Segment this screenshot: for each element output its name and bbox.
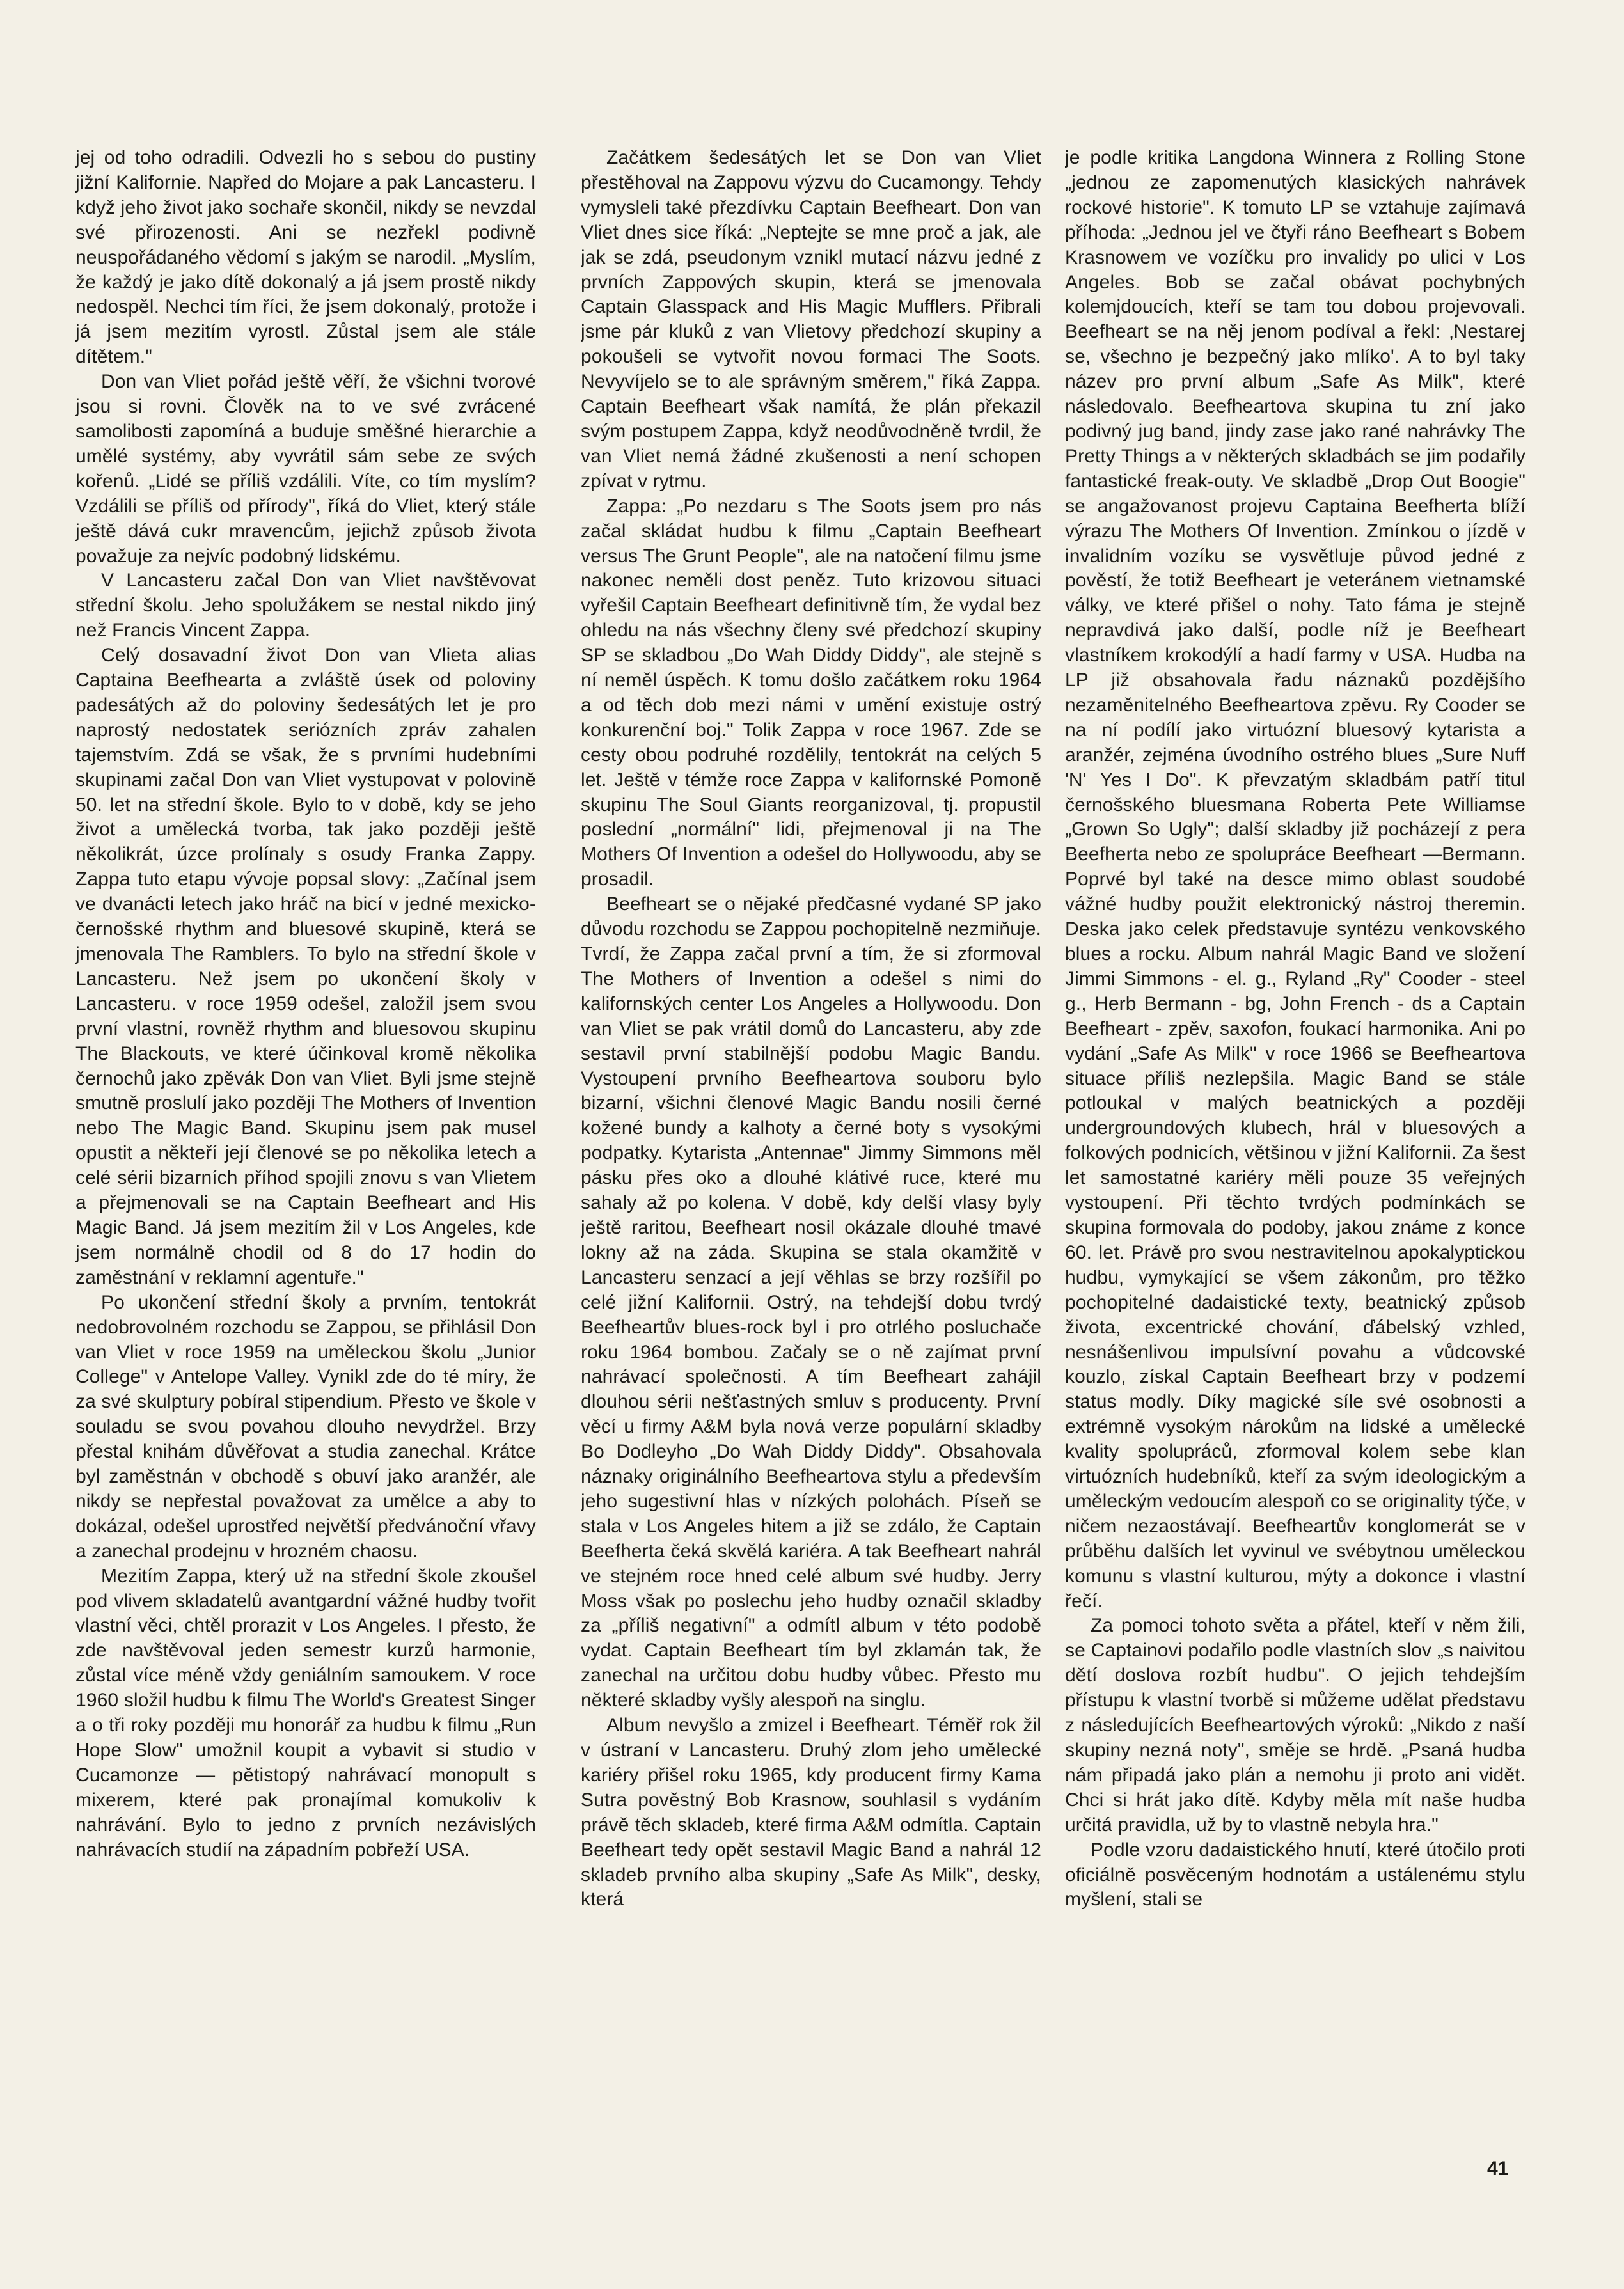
paragraph: Album nevyšlo a zmizel i Beefheart. Téměř rok žil v ústraní v Lancasteru. Druhý zlom jeho umělecké kariéry přišel roku 1965, kdy producent firmy Kama Sutra pověstný Bob Krasnow, souhlasil s vydáním právě těch skladeb, které firma A&M odmítla. Captain Beefheart tedy opět sestavil Magic Band a nahrál 12 skladeb prvního alba skupiny „Safe As Milk", desky, která bbox=[581, 1715, 1041, 1910]
page-number: 41 bbox=[1487, 2158, 1509, 2179]
paragraph: V Lancasteru začal Don van Vliet navštěvovat střední školu. Jeho spolužákem se nestal nikdo jiný než Francis Vincent Zappa. bbox=[75, 570, 536, 641]
paragraph: Za pomoci tohoto světa a přátel, kteří v něm žili, se Captainovi podařilo podle vlastních slov „s naivitou dětí doslova rozbít hudbu". O jejich tehdejším přístupu k vlastní tvorbě si můžeme udělat představu z následujících Beefheartových výroků: „Nikdo z naší skupiny nezná noty", směje se hrdě. „Psaná hudba nám připadá jako plán a nemohu ji proto ani vidět. Chci si hrát jako dítě. Kdyby měla mít naše hudba určitá pravidla, už by to vlastně nebyla hra." bbox=[1065, 1615, 1525, 1836]
paragraph: Mezitím Zappa, který už na střední škole zkoušel pod vlivem skladatelů avantgardní vážné hudby tvořit vlastní věci, chtěl prorazit v Los Angeles. I přesto, že zde navštěvoval jeden semestr kurzů harmonie, zůstal více méně vždy geniálním samoukem. V roce 1960 složil hudbu k filmu The World's Greatest Singer a o tři roky později mu honorář za hudbu k filmu „Run Hope Slow" umožnil koupit a vybavit si studio v Cucamonze — pětistopý nahrávací monopult s mixerem, které pak pronajímal komukoliv k nahrávání. Bylo to jedno z prvních nezávislých nahrávacích studií na západním pobřeží USA. bbox=[75, 1565, 536, 1860]
paragraph: je podle kritika Langdona Winnera z Rolling Stone „jednou ze zapomenutých klasických nahrávek rockové historie". K tomuto LP se vztahuje zajímavá příhoda: „Jednou jel ve čtyři ráno Beefheart s Bobem Krasnowem ve vozíčku pro invalidy po ulici v Los Angeles. Bob se začal obávat pochybných kolemjdoucích, kteří se tam tou dobou projevovali. Beefheart se na něj jenom podíval a řekl: ‚Nestarej se, všechno je bezpečný jako mlíko'. A to byl taky název pro první album „Safe As Milk", které následovalo. Beefheartova skupina tu zní jako podivný jug band, jindy zase jako rané nahrávky The Pretty Things a v některých skladbách se jim podařily fantastické freak-outy. Ve skladbě „Drop Out Boogie" se angažovanost projevu Captaina Beefherta blíží výrazu The Mothers Of Invention. Zmínkou o jízdě v invalidním vozíku se vysvětluje původ jedné z pověstí, že totiž Beefheart je veteránem vietnamské války, ve které přišel o nohy. Tato fáma je stejně nepravdivá jako další, podle níž je Beefheart vlastníkem krokodýlí a hadí farmy v USA. Hudba na LP již obsahovala řadu náznaků pozdějšího nezaměnitelného Beefheartova zpěvu. Ry Cooder se na ní podílí jako virtuózní bluesový kytarista a aranžér, zejména úvodního ostrého blues „Sure Nuff 'N' Yes I Do". K převzatým skladbám patří titul černošského bluesmana Roberta Pete Williamse „Grown So Ugly"; další skladby již pocházejí z pera Beefherta nebo ze spolupráce Beefheart —Bermann. Poprvé byl také na desce mimo oblast soudobé vážné hudby použit elektronický nástroj theremin. Deska jako celek představuje syntézu venkovského blues a rocku. Album nahrál Magic Band ve složení Jimmi Simmons - el. g., Ryland „Ry" Cooder - steel g., Herb Bermann - bg, John French - ds a Captain Beefheart - zpěv, saxofon, foukací harmonika. Ani po vydání „Safe As Milk" v roce 1966 se Beefheartova situace příliš nezlepšila. Magic Band se stále potloukal v malých beatnických a později undergroundových klubech, hrál v bluesových a folkových podnicích, většinou v jižní Kalifornii. Za šest let samostatné kariéry měli pouze 35 veřejných vystoupení. Při těchto tvrdých podmínkách se skupina formovala do podoby, jakou známe z konce 60. let. Právě pro svou nestravitelnou apokalyptickou hudbu, vymykající se všem zákonům, pro těžko pochopitelné dadaistické texty, beatnický způsob života, excentrické chování, ďábelský vzhled, nesnášenlivou impulsívní povahu a vůdcovské kouzlo, získal Captain Beefheart brzy v podzemí status modly. Díky magické síle své osobnosti a extrémně vysokým nárokům na lidské a umělecké kvality spolupráců, zformoval kolem sebe klan virtuózních hudebníků, kteří za svým ideologickým a uměleckým vedoucím alespoň co se originality týče, v ničem nezaostávají. Beefheartův konglomerát se v průběhu dalších let vyvinul ve svébytnou uměleckou komunu s vlastní kulturou, mýty a dokonce i vlastní řečí. bbox=[1065, 147, 1525, 1612]
paragraph: Začátkem šedesátých let se Don van Vliet přestěhoval na Zappovu výzvu do Cucamongy. Tehdy vymysleli také přezdívku Captain Beefheart. Don van Vliet dnes sice říká: „Neptejte se mne proč a jak, ale jak se zdá, pseudonym vznikl mutací názvu jedné z prvních Zappových skupin, která se jmenovala Captain Glasspack and His Magic Mufflers. Přibrali jsme pár kluků z van Vlietovy předchozí skupiny a pokoušeli se vytvořit novou formaci The Soots. Nevyvíjelo se to ale správným směrem," říká Zappa. Captain Beefheart však namítá, že plán překazil svým postupem Zappa, když neodůvodněně tvrdil, že van Vliet nemá žádné zkušenosti a není schopen zpívat v rytmu. bbox=[581, 147, 1041, 492]
paragraph: Celý dosavadní život Don van Vlieta alias Captaina Beefhearta a zvláště úsek od poloviny padesátých až do poloviny šedesátých let je pro naprostý nedostatek seriózních zpráv zahalen tajemstvím. Zdá se však, že s prvními hudebními skupinami začal Don van Vliet vystupovat v polovině 50. let na střední škole. Bylo to v době, kdy se jeho život a umělecká tvorba, tak jako později ještě několikrát, úzce prolínaly s osudy Franka Zappy. Zappa tuto etapu vývoje popsal slovy: „Začínal jsem ve dvanácti letech jako hráč na bicí v jedné mexicko-černošské rhythm and bluesové skupině, která se jmenovala The Ramblers. To bylo na střední škole v Lancasteru. Než jsem po ukončení školy v Lancasteru. v roce 1959 odešel, založil jsem svou první vlastní, rovněž rhythm and bluesovou skupinu The Blackouts, ve které účinkoval kromě několika černochů jako zpěvák Don van Vliet. Byli jsme stejně smutně proslulí jako později The Mothers of Invention nebo The Magic Band. Skupinu jsem pak musel opustit a někteří její členové se po několika letech a celé sérii bizarních příhod spojili znovu s van Vlietem a přejmenovali se na Captain Beefheart and His Magic Band. Já jsem mezitím žil v Los Angeles, kde jsem normálně chodil od 8 do 17 hodin do zaměstnání v reklamní agentuře." bbox=[75, 645, 536, 1288]
text-column-1 bbox=[75, 146, 536, 2135]
text-column-3 bbox=[1065, 146, 1525, 2135]
text-column-2 bbox=[581, 146, 1041, 2135]
paragraph: Zappa: „Po nezdaru s The Soots jsem pro nás začal skládat hudbu k filmu „Captain Beefheart versus The Grunt People", ale na natočení filmu jsme nakonec neměli dost peněz. Tuto krizovou situaci vyřešil Captain Beefheart definitivně tím, že vydal bez ohledu na nás všechny členy své předchozí skupiny SP se skladbou „Do Wah Diddy Diddy", ale stejně s ní neměl úspěch. K tomu došlo začátkem roku 1964 a od těch dob mezi námi v umění existuje ostrý konkurenční boj." Tolik Zappa v roce 1967. Zde se cesty obou podruhé rozdělily, tentokrát na celých 5 let. Ještě v témže roce Zappa v kalifornské Pomoně skupinu The Soul Giants reorganizoval, tj. propustil poslední „normální" lidi, přejmenoval ji na The Mothers Of Invention a odešel do Hollywoodu, aby se prosadil. bbox=[581, 495, 1041, 890]
paragraph: Don van Vliet pořád ještě věří, že všichni tvorové jsou si rovni. Člověk na to ve své zvrácené samolibosti zapomíná a buduje směšné hierarchie a umělé systémy, aby vyvrátil sám sebe ze svých kořenů. „Lidé se příliš vzdálili. Víte, co tím myslím? Vzdálili se příliš od přírody", říká do Vliet, který stále ještě dává cukr mravencům, jejichž způsob života považuje za nejvíc podobný lidskému. bbox=[75, 371, 536, 567]
paragraph: Po ukončení střední školy a prvním, tentokrát nedobrovolném rozchodu se Zappou, se přihlásil Don van Vliet v roce 1959 na uměleckou školu „Junior College" v Antelope Valley. Vynikl zde do té míry, že za své skulptury pobíral stipendium. Přesto ve škole v souladu se svou povahou dlouho nevydržel. Brzy přestal knihám důvěřovat a studia zanechal. Krátce byl zaměstnán v obchodě s obuví jako aranžér, ale nikdy se nepřestal považovat za umělce a aby to dokázal, odešel uprostřed největší předvánoční vřavy a zanechal prodejnu v hrozném chaosu. bbox=[75, 1291, 536, 1562]
paragraph: Podle vzoru dadaistického hnutí, které útočilo proti oficiálně posvěceným hodnotám a ustálenému stylu myšlení, stali se bbox=[1065, 1839, 1525, 1910]
paragraph: jej od toho odradili. Odvezli ho s sebou do pustiny jižní Kalifornie. Napřed do Mojare a pak Lancasteru. I když jeho život jako sochaře skončil, nikdy se nevzdal své přirozenosti. Ani se nezřekl podivně neuspořádaného vědomí s jakým se narodil. „Myslím, že každý je jako dítě dokonalý a já jsem prostě nikdy nedospěl. Nechci tím říci, že jsem dokonalý, protože i já jsem mezitím vyrostl. Zůstal jsem ale stále dítětem." bbox=[75, 147, 536, 368]
paragraph: Beefheart se o nějaké předčasné vydané SP jako důvodu rozchodu se Zappou pochopitelně nezmiňuje. Tvrdí, že Zappa začal první a tím, že si zformoval The Mothers of Invention a odešel s nimi do kalifornských center Los Angeles a Hollywoodu. Don van Vliet se pak vrátil domů do Lancasteru, aby zde sestavil první stabilnější podobu Magic Bandu. Vystoupení prvního Beefheartova souboru bylo bizarní, všichni členové Magic Bandu nosili černé kožené bundy a kalhoty a černé boty s vysokými podpatky. Kytarista „Antennae" Jimmy Simmons měl pásku přes oko a dlouhé klátivé ruce, které mu sahaly až po kolena. V době, kdy delší vlasy byly ještě raritou, Beefheart nosil okázale dlouhé tmavé lokny až na záda. Skupina se stala okamžitě v Lancasteru senzací a její věhlas se brzy rozšířil po celé jižní Kalifornii. Ostrý, na tehdejší dobu tvrdý Beefheartův blues-rock byl i pro otrlého posluchače roku 1964 bombou. Začaly se o ně zajímat první nahrávací společnosti. A tím Beefheart zahájil dlouhou sérii nešťastných smluv s producenty. První věcí u firmy A&M byla nová verze populární skladby Bo Dodleyho „Do Wah Diddy Diddy". Obsahovala náznaky originálního Beefheartova stylu a především jeho sugestivní hlas v nízkých polohách. Píseň se stala v Los Angeles hitem a již se zdálo, že Captain Beefherta čeká skvělá kariéra. A tak Beefheart nahrál ve stejném roce hned celé album své hudby. Jerry Moss však po poslechu jeho hudby označil skladby za „příliš negativní" a odmítl album v této podobě vydat. Captain Beefheart tím byl zklamán tak, že zanechal na určitou dobu hudby vůbec. Přesto mu některé skladby vyšly alespoň na singlu. bbox=[581, 893, 1041, 1711]
